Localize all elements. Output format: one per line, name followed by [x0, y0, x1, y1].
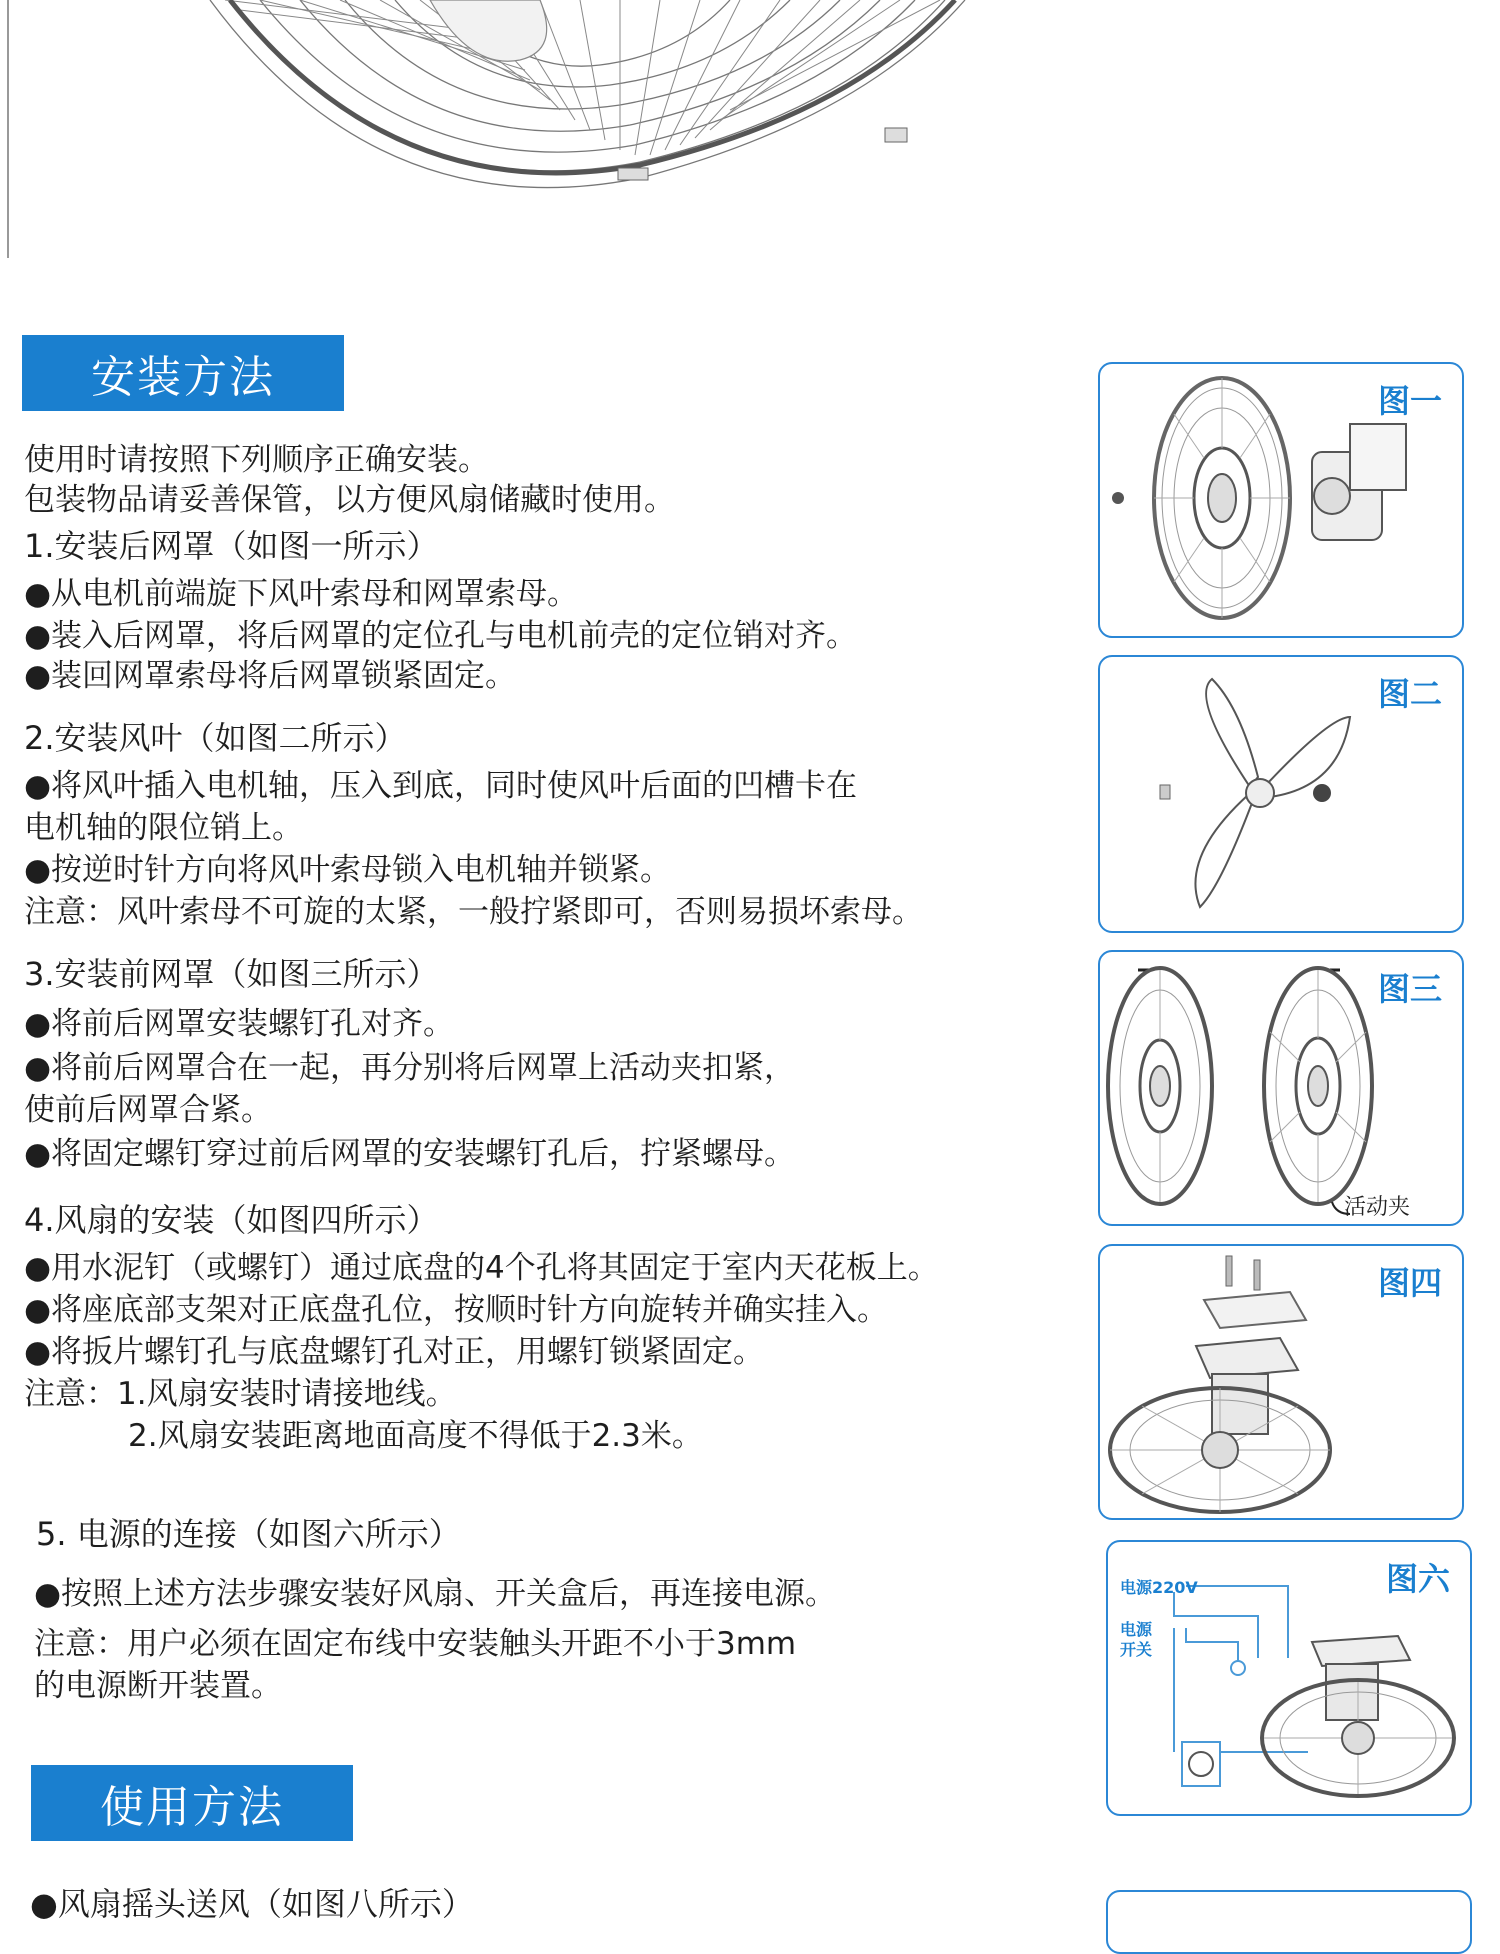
figure-1-panel [1098, 362, 1464, 638]
usage-section-header: 使用方法 [31, 1765, 353, 1841]
step-title: 3.安装前网罩（如图三所示） [24, 955, 439, 993]
figure-label: 图四 [1377, 1264, 1442, 1302]
note-line: 2.风扇安装距离地面高度不得低于2.3米。 [128, 1418, 703, 1454]
instruction-line: ●将前后网罩合在一起，再分别将后网罩上活动夹扣紧， [24, 1050, 796, 1086]
switch-label-line2: 开关 [1120, 1640, 1153, 1659]
instruction-line: ●装回网罩索母将后网罩锁紧固定。 [24, 658, 517, 694]
instruction-line: 电机轴的限位销上。 [24, 810, 303, 846]
note-line: 的电源断开装置。 [34, 1668, 282, 1704]
fan-blade-illustration [1100, 657, 1462, 931]
instruction-line: ●将前后网罩安装螺钉孔对齐。 [24, 1006, 455, 1042]
install-section-header: 安装方法 [22, 335, 344, 411]
clip-label: 活动夹 [1344, 1195, 1411, 1220]
fan-guard-illustration [0, 0, 1010, 265]
instruction-line: ●装入后网罩，将后网罩的定位孔与电机前壳的定位销对齐。 [24, 618, 858, 654]
figure-2-panel [1098, 655, 1464, 933]
instruction-line: ●将座底部支架对正底盘孔位，按顺时针方向旋转并确实挂入。 [24, 1292, 889, 1328]
note-line: 注意：1.风扇安装时请接地线。 [24, 1376, 457, 1412]
instruction-line: ●将扳片螺钉孔与底盘螺钉孔对正，用螺钉锁紧固定。 [24, 1334, 765, 1370]
note-line: 注意：用户必须在固定布线中安装触头开距不小于3mm [34, 1626, 797, 1662]
front-rear-guard-illustration [1100, 952, 1462, 1224]
note-line: 注意：风叶索母不可旋的太紧，一般拧紧即可，否则易损坏索母。 [24, 894, 923, 930]
instruction-line: ●从电机前端旋下风叶索母和网罩索母。 [24, 576, 579, 612]
figure-label: 图二 [1377, 675, 1442, 713]
figure-8-panel-partial [1106, 1890, 1472, 1954]
figure-label: 图三 [1377, 970, 1442, 1008]
step-title: 4.风扇的安装（如图四所示） [24, 1201, 439, 1239]
figure-6-panel [1106, 1540, 1472, 1816]
step-title: ●风扇摇头送风（如图八所示） [30, 1885, 474, 1923]
figure-3-panel [1098, 950, 1464, 1226]
ceiling-mount-illustration [1100, 1246, 1462, 1518]
instruction-line: 包装物品请妥善保管，以方便风扇储藏时使用。 [24, 482, 675, 518]
instruction-line: 使前后网罩合紧。 [24, 1092, 272, 1128]
instruction-line: ●将风叶插入电机轴，压入到底，同时使风叶后面的凹槽卡在 [24, 768, 858, 804]
figure-label: 图一 [1377, 382, 1442, 420]
power-label: 电源220V [1120, 1578, 1198, 1597]
step-title: 5. 电源的连接（如图六所示） [36, 1515, 461, 1553]
switch-label-line1: 电源 [1120, 1620, 1153, 1639]
instruction-line: ●将固定螺钉穿过前后网罩的安装螺钉孔后，拧紧螺母。 [24, 1136, 796, 1172]
instruction-line: ●按照上述方法步骤安装好风扇、开关盒后，再连接电源。 [34, 1576, 837, 1612]
step-title: 1.安装后网罩（如图一所示） [24, 527, 439, 565]
instruction-line: 使用时请按照下列顺序正确安装。 [24, 442, 489, 478]
figure-label: 图六 [1385, 1560, 1450, 1598]
step-title: 2.安装风叶（如图二所示） [24, 719, 407, 757]
instruction-line: ●按逆时针方向将风叶索母锁入电机轴并锁紧。 [24, 852, 672, 888]
figure-4-panel [1098, 1244, 1464, 1520]
rear-guard-motor-illustration [1100, 364, 1462, 636]
instruction-line: ●用水泥钉（或螺钉）通过底盘的4个孔将其固定于室内天花板上。 [24, 1250, 939, 1286]
